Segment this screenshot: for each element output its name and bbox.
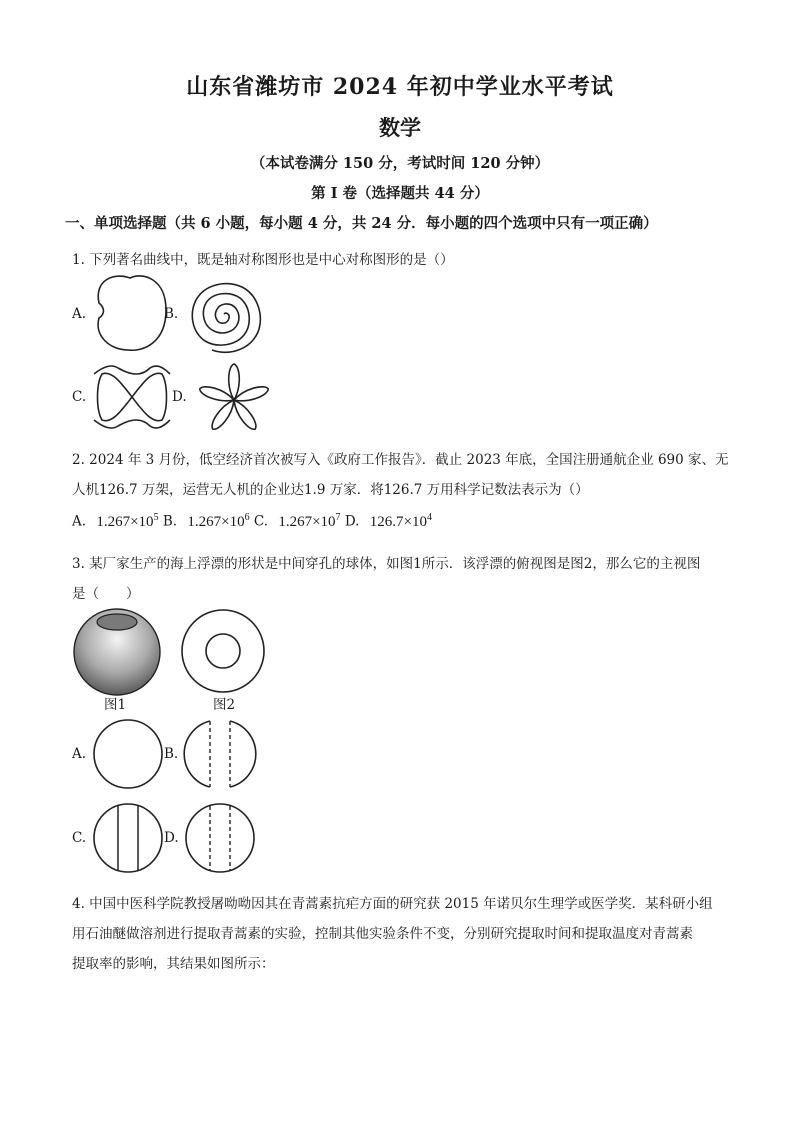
q1-option-d-label: D. — [172, 389, 187, 405]
question-2-line-2: 人机126.7 万架，运营无人机的企业达1.9 万家．将126.7 万用科学记数法表示为（） — [72, 482, 589, 498]
q3-option-d-label: D. — [164, 830, 179, 846]
q2-option-d-label: D. — [344, 513, 360, 530]
q1-option-c-label: C. — [72, 389, 87, 405]
question-4-line-1: 4. 中国中医科学院教授屠呦呦因其在青蒿素抗疟方面的研究获 2015 年诺贝尔生理学或医学奖．某科研小组 — [72, 896, 713, 912]
question-3-line-1: 3. 某厂家生产的海上浮漂的形状是中间穿孔的球体，如图1所示．该浮漂的俯视图是图2，那么它的主视图 — [72, 556, 701, 572]
q1-option-a-label: A. — [72, 306, 87, 322]
q3-option-c-figure — [92, 802, 172, 882]
q2-option-b-label: B. — [162, 513, 178, 530]
q3-option-b-figure — [184, 718, 264, 798]
q2-option-d-exp: 4 — [427, 512, 432, 523]
question-4-line-3: 提取率的影响，其结果如图所示： — [72, 956, 275, 972]
q2-option-c-label: C. — [253, 513, 269, 530]
q3-option-a-label: A. — [72, 746, 87, 762]
section-heading: 一、单项选择题（共 6 小题，每小题 4 分，共 24 分．每小题的四个选项中只有一项正确） — [65, 215, 658, 232]
q1-option-d-figure — [194, 362, 274, 438]
q3-option-a-figure — [92, 718, 172, 798]
q3-option-d-figure — [184, 802, 264, 882]
subject-title: 数学 — [379, 115, 421, 140]
q1-option-a-figure — [92, 270, 172, 355]
q2-option-a-exp: 5 — [153, 512, 159, 523]
q2-options-row — [72, 512, 432, 531]
q1-option-b-figure — [184, 274, 264, 354]
question-1-text: 1. 下列著名曲线中，既是轴对称图形也是中心对称图形的是（） — [72, 252, 454, 268]
exam-title: 山东省潍坊市 2024 年初中学业水平考试 — [186, 74, 614, 100]
exam-note: （本试卷满分 150 分，考试时间 120 分钟） — [250, 155, 550, 172]
q2-option-a-label: A. — [72, 513, 87, 530]
question-3-line-2: 是（ ） — [72, 586, 140, 602]
q2-option-a-value: 1.267×10 — [96, 513, 154, 530]
q3-figure-1-caption: 图1 — [104, 697, 127, 713]
q1-option-c-figure — [92, 362, 172, 432]
q1-option-b-label: B. — [164, 306, 179, 322]
q3-figure-1-sphere — [70, 608, 170, 698]
q2-option-b-exp: 6 — [244, 512, 250, 523]
question-4-line-2: 用石油醚做溶剂进行提取青蒿素的实验，控制其他实验条件不变，分别研究提取时间和提取温度对青蒿素 — [72, 926, 693, 942]
q3-option-c-label: C. — [72, 830, 87, 846]
q3-figure-2-caption: 图2 — [213, 697, 236, 713]
q2-option-c-value: 1.267×10 — [278, 513, 336, 530]
q3-figure-2-top-view — [180, 608, 270, 698]
q2-option-b-value: 1.267×10 — [187, 513, 245, 530]
question-2-line-1: 2. 2024 年 3 月份，低空经济首次被写入《政府工作报告》．截止 2023 年底，全国注册通航企业 690 家、无 — [72, 452, 729, 468]
q3-option-b-label: B. — [164, 746, 179, 762]
volume-title: 第 I 卷（选择题共 44 分） — [311, 185, 489, 202]
q2-option-d-value: 126.7×10 — [369, 513, 427, 530]
q2-option-c-exp: 7 — [335, 512, 341, 523]
